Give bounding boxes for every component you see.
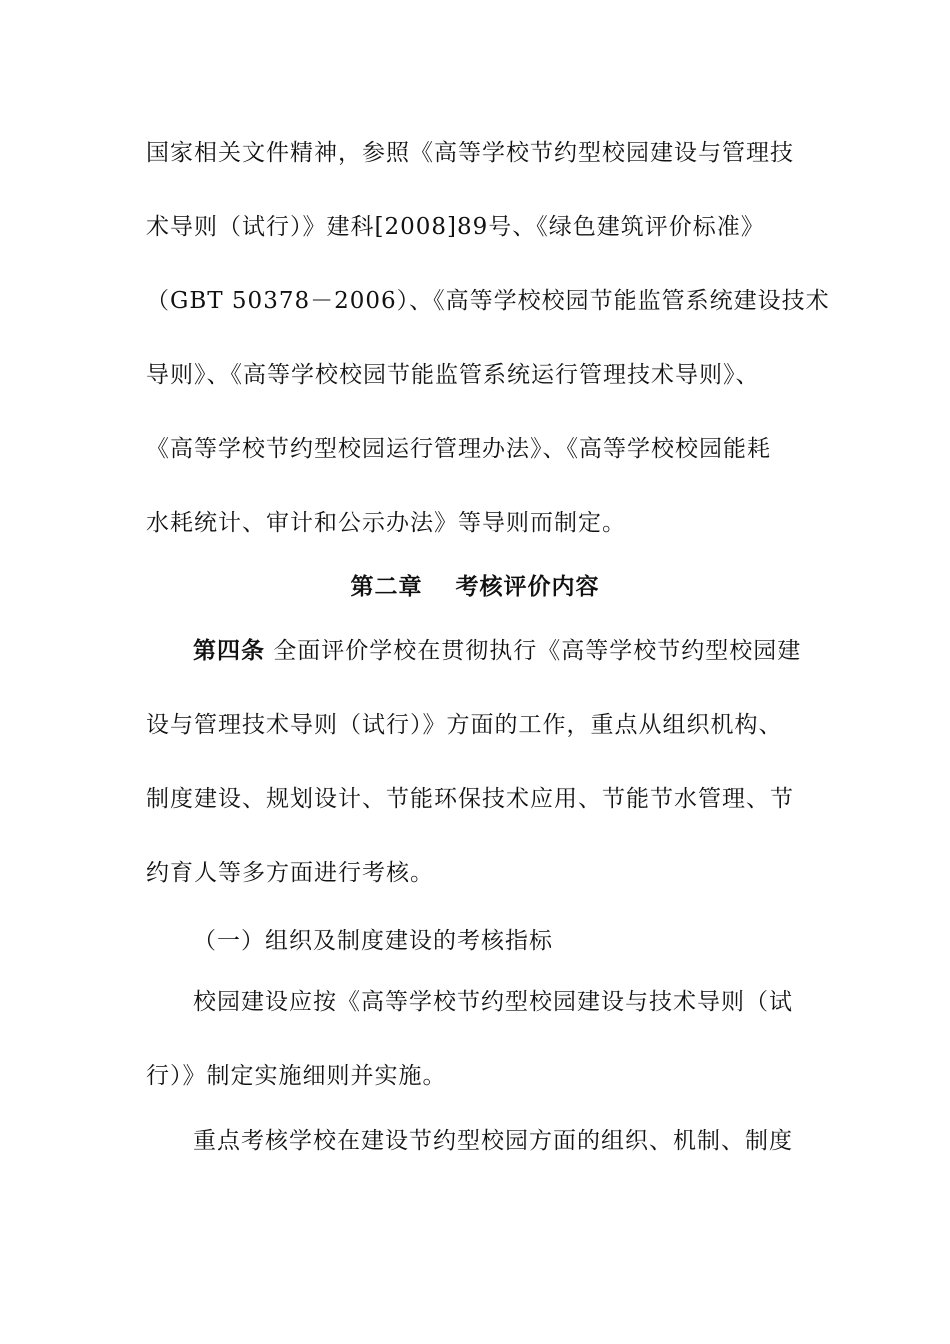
paragraph-line: 术导则（试行）》建科[2008]89号、《绿色建筑评价标准》: [146, 214, 765, 240]
paragraph-line: 制度建设、规划设计、节能环保技术应用、节能节水管理、节: [146, 786, 794, 812]
article-text: 全面评价学校在贯彻执行《高等学校节约型校园建: [265, 638, 802, 664]
paragraph-line: 《高等学校节约型校园运行管理办法》、《高等学校校园能耗: [146, 436, 771, 462]
paragraph-line: （GBT 50378－2006）、《高等学校校园节能监管系统建设技术: [146, 288, 830, 314]
paragraph-line: 国家相关文件精神，参照《高等学校节约型校园建设与管理技: [146, 140, 794, 166]
paragraph-line: 行）》制定实施细则并实施。: [146, 1063, 447, 1089]
paragraph-line: 重点考核学校在建设节约型校园方面的组织、机制、制度: [193, 1128, 793, 1154]
section-heading: （一）组织及制度建设的考核指标: [193, 928, 553, 954]
article-label: 第四条: [193, 637, 265, 664]
paragraph-line: 水耗统计、审计和公示办法》等导则而制定。: [146, 510, 626, 536]
paragraph-line: 校园建设应按《高等学校节约型校园建设与技术导则（试: [193, 989, 793, 1015]
paragraph-line: 约育人等多方面进行考核。: [146, 860, 434, 886]
article-first-line: [193, 636, 803, 666]
chapter-heading: 第二章 考核评价内容: [350, 573, 600, 600]
paragraph-line: 设与管理技术导则（试行）》方面的工作，重点从组织机构、: [146, 712, 783, 738]
paragraph-line: 导则》、《高等学校校园节能监管系统运行管理技术导则》、: [146, 362, 760, 388]
